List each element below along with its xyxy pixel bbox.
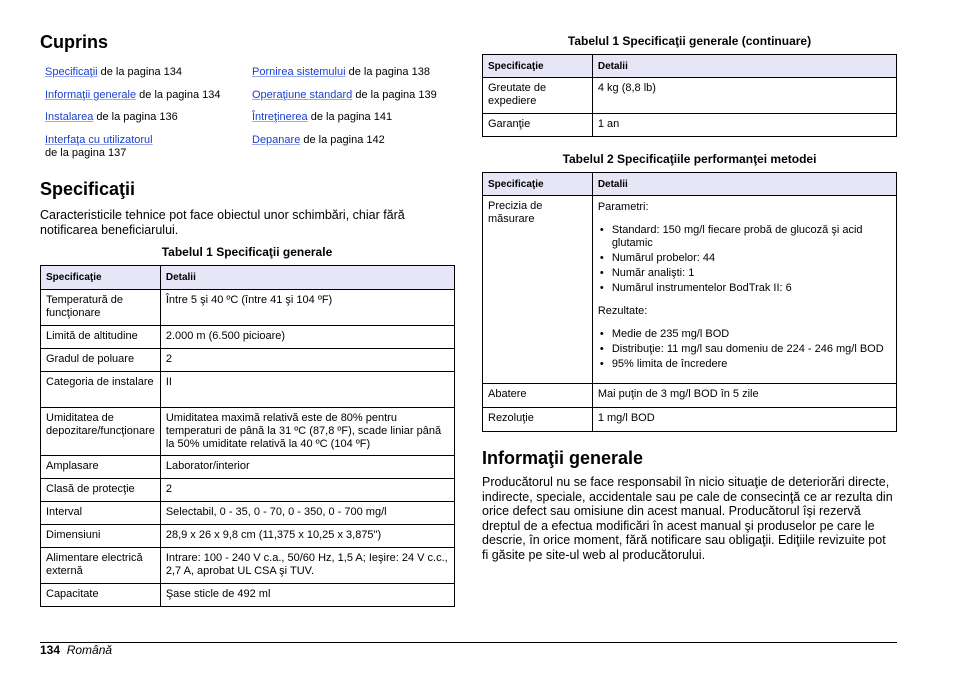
detail-cell: 1 an xyxy=(597,118,620,130)
list-item: • Standard: 150 mg/l fiecare probă de glucoză şi acid glutamic xyxy=(598,224,891,250)
detail-cell: Între 5 şi 40 ºC (între 41 şi 104 ºF) xyxy=(165,294,333,306)
general-title: Informaţii generale xyxy=(482,448,644,468)
table-row xyxy=(41,456,455,479)
toc-link-interfata[interactable]: Interfaţa cu utilizatorul de la pagina 137 xyxy=(45,134,153,159)
detail-cell: II xyxy=(165,376,172,388)
toc-link[interactable]: Instalarea xyxy=(45,111,94,123)
footer-language: Română xyxy=(66,643,113,657)
spec-cell: Limită de altitudine xyxy=(46,330,138,342)
table1-caption: Tabelul 1 Specificaţii generale xyxy=(161,245,333,259)
list-item: • Distribuţie: 11 mg/l sau domeniu de 224 - 246 mg/l BOD xyxy=(598,343,891,356)
spec-cell: Capacitate xyxy=(46,588,99,600)
table-row xyxy=(41,349,455,372)
detail-cell: 2.000 m (6.500 picioare) xyxy=(165,330,286,342)
detail-cell: 2 xyxy=(165,483,172,495)
detail-cell: Umiditatea maximă relativă este de 80% pentru temperaturi de până la 31 ºC (87,8 ºF), scade liniar până la 50% umiditate relativă la 40 ºC (104 ºF) xyxy=(165,412,442,450)
list-item: • Medie de 235 mg/l BOD xyxy=(598,328,891,341)
results-title: Rezultate: xyxy=(597,305,648,317)
table-row xyxy=(41,502,455,525)
spec-cell: Categoria de instalare xyxy=(46,376,154,388)
spec-cell: Greutate de expediere xyxy=(488,82,547,107)
toc-link-specificatii[interactable]: Specificaţii de la pagina 134 xyxy=(45,66,182,78)
spec-cell: Abatere xyxy=(488,388,527,400)
table-header: Specificaţie xyxy=(41,266,161,290)
table-row xyxy=(483,78,897,114)
table-header: Specificaţie xyxy=(483,55,593,78)
toc-link[interactable]: Întreţinerea xyxy=(252,111,308,123)
table-row xyxy=(41,584,455,607)
toc-link-operatiune[interactable]: Operaţiune standard de la pagina 139 xyxy=(252,89,437,101)
toc-link[interactable]: Operaţiune standard xyxy=(252,89,353,101)
page-number: 134 xyxy=(40,643,61,657)
list-item: • 95% limita de încredere xyxy=(598,358,891,371)
table2-caption: Tabelul 2 Specificaţiile performanţei metodei xyxy=(562,152,817,166)
spec-cell: Umiditatea de depozitare/funcţionare xyxy=(46,412,155,437)
table-row xyxy=(41,525,455,548)
toc-link[interactable]: Specificaţii xyxy=(45,66,98,78)
page-footer xyxy=(40,643,112,657)
detail-cell: Intrare: 100 - 240 V c.a., 50/60 Hz, 1,5 A; Ieşire: 24 V c.c., 2,7 A, aprobat UL CSA şi TUV. xyxy=(165,552,448,577)
spec-cell: Precizia de măsurare xyxy=(488,200,543,225)
toc-link[interactable]: Informaţii generale xyxy=(45,89,137,101)
list-item: • Număr analişti: 1 xyxy=(598,267,891,280)
detail-cell: 28,9 x 26 x 9,8 cm (11,375 x 10,25 x 3,875") xyxy=(165,529,382,541)
table-row xyxy=(483,408,897,432)
detail-cell: Mai puţin de 3 mg/l BOD în 5 zile xyxy=(597,388,759,400)
table-header: Detalii xyxy=(592,173,896,196)
params-title: Parametri: xyxy=(597,201,649,213)
table-row xyxy=(41,290,455,326)
detail-cell: Selectabil, 0 - 35, 0 - 70, 0 - 350, 0 - 700 mg/l xyxy=(165,506,387,518)
detail-cell: 4 kg (8,8 lb) xyxy=(597,82,656,94)
table-header: Detalii xyxy=(160,266,454,290)
general-text: Producătorul nu se face responsabil în nicio situaţie de deteriorări directe, indirecte, speciale, accidentale sau pe cale de consecinţă ce ar rezulta din orice defect sau omisiune din acest manual. Producătorul îşi rezervă dreptul de a efectua modificări în acest manual şi produselor pe care le descrie, în orice moment, fără notificare sau obligaţii. Ediţiile revizuite pot fi găsite pe site-ul web al producătorului. xyxy=(482,475,893,562)
spec-cell: Clasă de protecţie xyxy=(46,483,135,495)
table-general-specs-continued xyxy=(482,54,897,137)
spec-cell: Amplasare xyxy=(46,460,99,472)
table-header: Specificaţie xyxy=(483,173,593,196)
toc-link-depanare[interactable]: Depanare de la pagina 142 xyxy=(252,134,385,146)
toc-title: Cuprins xyxy=(40,32,109,52)
table-row xyxy=(483,384,897,408)
toc-link[interactable]: Pornirea sistemului xyxy=(252,66,346,78)
detail-cell: 1 mg/l BOD xyxy=(597,412,655,424)
spec-cell: Temperatură de funcţionare xyxy=(46,294,124,319)
toc-link-informatii[interactable]: Informaţii generale de la pagina 134 xyxy=(45,89,221,101)
toc-link-instalarea[interactable]: Instalarea de la pagina 136 xyxy=(45,111,178,123)
list-item: • Numărul probelor: 44 xyxy=(598,252,891,265)
spec-cell: Gradul de poluare xyxy=(46,353,135,365)
table-method-performance xyxy=(482,172,897,432)
table1-cont-caption: Tabelul 1 Specificaţii generale (continuare) xyxy=(567,34,812,48)
table-row xyxy=(41,326,455,349)
toc-link[interactable]: Depanare xyxy=(252,134,301,146)
table-row xyxy=(483,114,897,137)
table-header: Detalii xyxy=(592,55,896,78)
table-general-specs xyxy=(40,265,455,607)
detail-cell: 2 xyxy=(165,353,172,365)
table-row xyxy=(41,548,455,584)
table-row xyxy=(483,196,897,384)
list-item: • Numărul instrumentelor BodTrak II: 6 xyxy=(598,282,891,295)
spec-cell: Interval xyxy=(46,506,83,518)
toc-link[interactable]: Interfaţa cu utilizatorul xyxy=(45,134,153,146)
spec-cell: Dimensiuni xyxy=(46,529,101,541)
toc-link-intretinerea[interactable]: Întreţinerea de la pagina 141 xyxy=(252,111,393,123)
detail-cell: Laborator/interior xyxy=(165,460,250,472)
spec-cell: Rezoluţie xyxy=(488,412,534,424)
table-row xyxy=(41,372,455,408)
footer-divider xyxy=(40,642,897,643)
specs-intro: Caracteristicile tehnice pot face obiectul unor schimbări, chiar fără notificarea beneficiarului. xyxy=(40,208,405,237)
spec-cell: Garanţie xyxy=(488,118,531,130)
table-row xyxy=(41,479,455,502)
table-row xyxy=(41,408,455,456)
toc-link-pornirea[interactable]: Pornirea sistemului de la pagina 138 xyxy=(252,66,430,78)
spec-cell: Alimentare electrică externă xyxy=(46,552,143,577)
params-list xyxy=(598,224,891,295)
results-list xyxy=(598,328,891,371)
detail-cell: Şase sticle de 492 ml xyxy=(165,588,271,600)
specs-title: Specificaţii xyxy=(40,179,136,199)
